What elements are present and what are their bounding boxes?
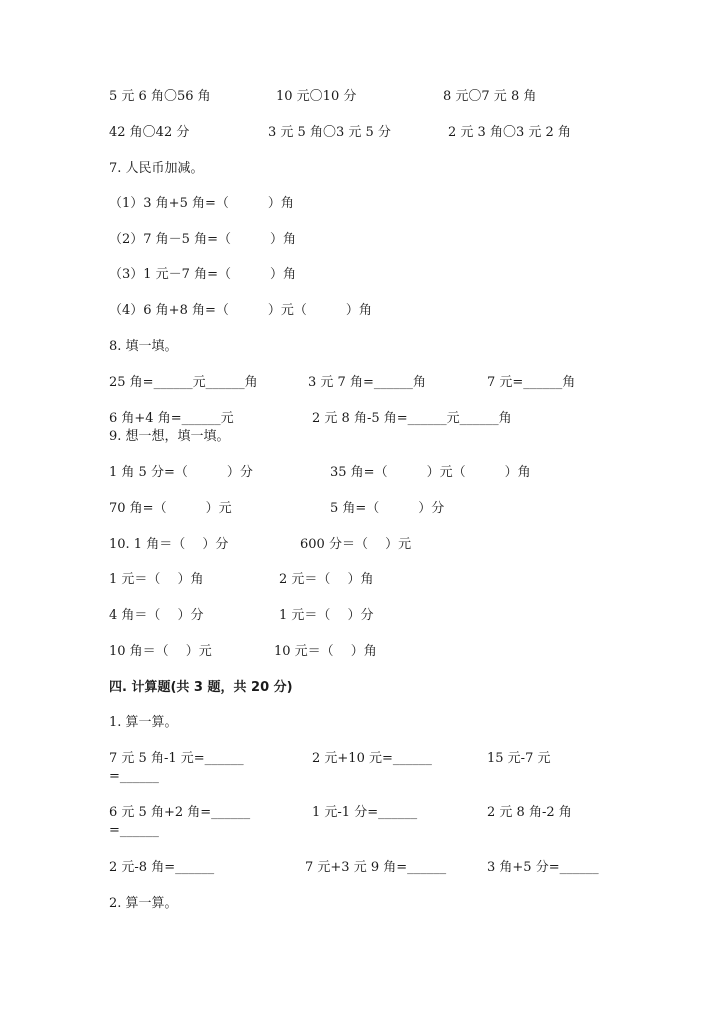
compare-item: 2 元 3 角〇3 元 2 角 (448, 125, 571, 140)
question-7-item: （1）3 角+5 角=（ ）角 (109, 196, 294, 211)
calc-item-continuation: =______ (109, 769, 159, 784)
calc-item: 1 元-1 分=______ (312, 805, 418, 820)
calc-item: 6 元 5 角+2 角=______ (109, 805, 251, 820)
question-9-title: 9. 想一想，填一填。 (109, 429, 230, 444)
question-8-item: 6 角+4 角=______元 (109, 411, 234, 426)
calc-item: 2 元-8 角=______ (109, 860, 215, 875)
question-9-item: 35 角=（ ）元（ ）角 (330, 465, 531, 480)
calc-item: 7 元+3 元 9 角=______ (305, 860, 447, 875)
question-10-item: 1 元＝（ ）分 (279, 608, 374, 623)
question-7-item: （4）6 角+8 角=（ ）元（ ）角 (109, 303, 372, 318)
calc-item: 15 元-7 元 (487, 751, 551, 766)
question-9-item: 1 角 5 分=（ ）分 (109, 465, 253, 480)
calc-item: 3 角+5 分=______ (487, 860, 599, 875)
question-7-item: （3）1 元－7 角=（ ）角 (109, 267, 296, 282)
question-7-item: （2）7 角－5 角=（ ）角 (109, 232, 296, 247)
calc-item-continuation: =______ (109, 823, 159, 838)
question-7-title: 7. 人民币加减。 (109, 161, 204, 176)
question-8-item: 25 角=______元______角 (109, 375, 258, 390)
compare-item: 3 元 5 角〇3 元 5 分 (268, 125, 391, 140)
section-4-q2-title: 2. 算一算。 (109, 896, 178, 911)
question-9-item: 70 角=（ ）元 (109, 501, 232, 516)
question-8-title: 8. 填一填。 (109, 339, 178, 354)
question-10-item: 600 分＝（ ）元 (300, 537, 412, 552)
question-10-item: 10 角＝（ ）元 (109, 644, 212, 659)
question-8-item: 7 元=______角 (487, 375, 576, 390)
question-10-item: 2 元＝（ ）角 (279, 572, 374, 587)
calc-item: 2 元+10 元=______ (312, 751, 432, 766)
question-8-item: 2 元 8 角-5 角=______元______角 (312, 411, 512, 426)
question-10-item: 4 角＝（ ）分 (109, 608, 204, 623)
section-4-heading: 四. 计算题(共 3 题，共 20 分) (109, 680, 293, 695)
compare-item: 42 角〇42 分 (109, 125, 190, 140)
calc-item: 7 元 5 角-1 元=______ (109, 751, 244, 766)
question-10-item: 10. 1 角＝（ ）分 (109, 537, 229, 552)
question-9-item: 5 角=（ ）分 (330, 501, 445, 516)
question-10-item: 10 元＝（ ）角 (274, 644, 377, 659)
section-4-q1-title: 1. 算一算。 (109, 715, 178, 730)
compare-item: 8 元〇7 元 8 角 (443, 89, 537, 104)
question-10-item: 1 元＝（ ）角 (109, 572, 204, 587)
compare-item: 5 元 6 角〇56 角 (109, 89, 211, 104)
calc-item: 2 元 8 角-2 角 (487, 805, 572, 820)
question-8-item: 3 元 7 角=______角 (308, 375, 426, 390)
compare-item: 10 元〇10 分 (276, 89, 357, 104)
